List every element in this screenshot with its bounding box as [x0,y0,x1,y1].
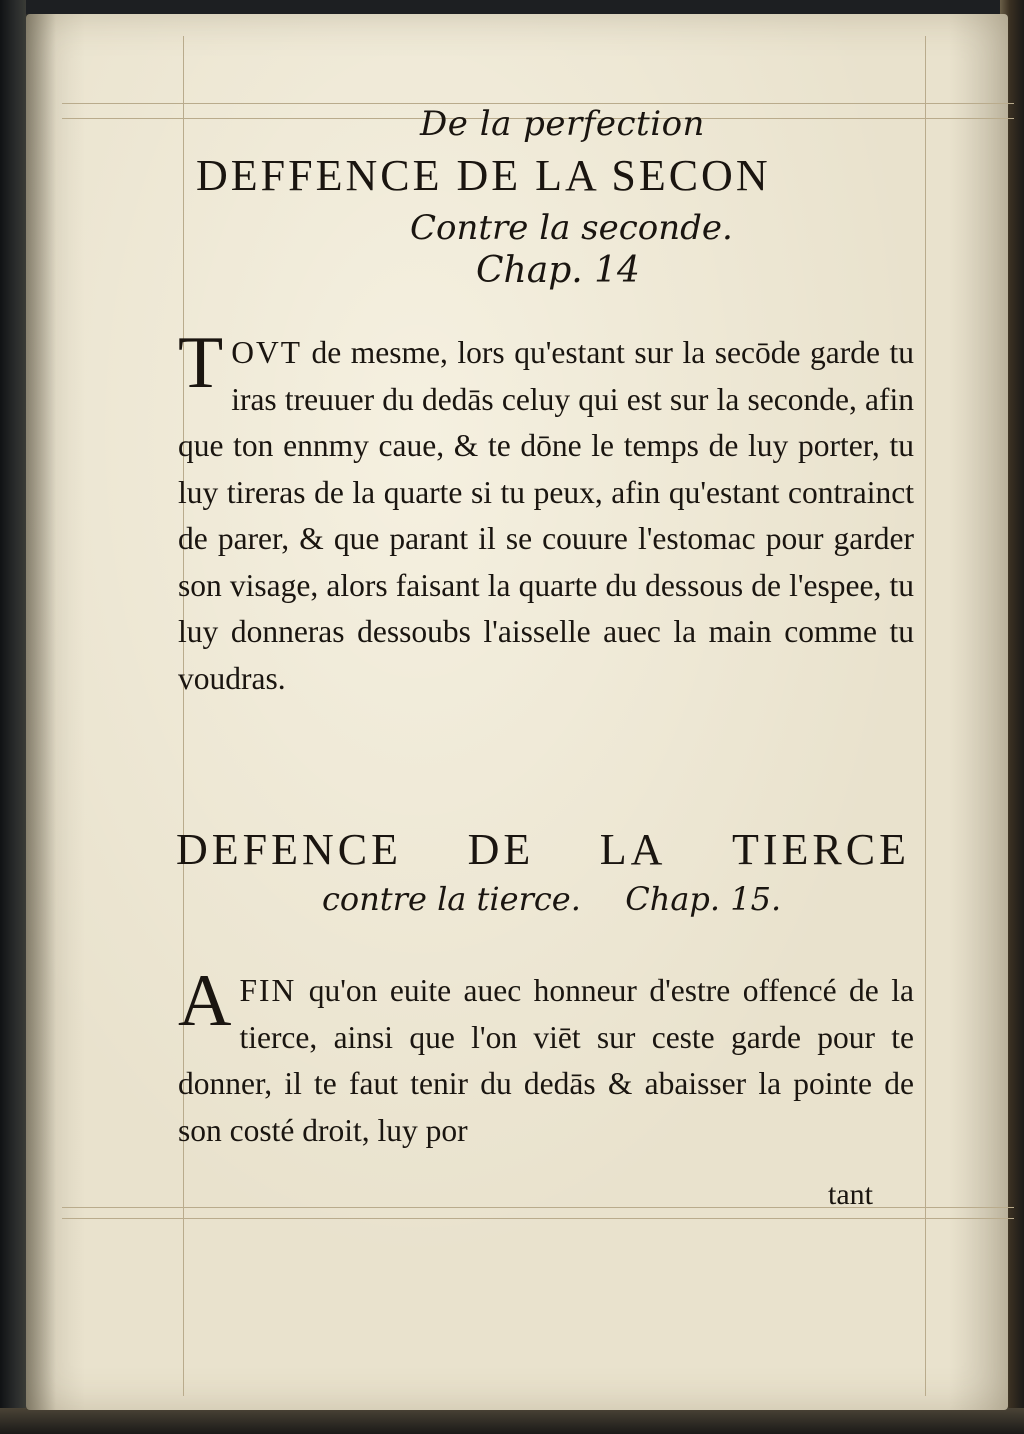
chapter-15-subtitle: contre la tierce. [322,880,581,918]
chapter-14-lead: OVT [231,335,302,370]
chapter-14-number: Chap. 14 [476,250,640,291]
running-header: De la perfection [420,104,705,144]
chapter-15-number: Chap. 15. [625,880,782,918]
gutter-shadow [26,14,56,1410]
chapter-14-title: DEFFENCE DE LA SECON [196,151,771,200]
chapter-15-paragraph [178,960,914,1154]
book-edge-bottom [0,1408,1024,1434]
chapter-15-title-word: LA [599,825,667,874]
right-rule [925,36,926,1396]
chapter-15-body: qu'on euite auec honneur d'estre offencé de la tierce, ainsi que l'on viēt sur ceste garde pour te donner, il te faut tenir du dedās & abaisser la pointe de son costé droit, luy por [178,973,914,1148]
chapter-14-body: de mesme, lors qu'estant sur la secōde garde tu iras treuuer du dedās celuy qui est sur la seconde, afin que ton ennmy caue, & te dōne le temps de luy porter, tu luy tireras de la quarte si tu peux, afin qu'estant contrainct de parer, & que parant il se couure l'estomac pour garder son visage, alors faisant la quarte du dessous de l'espee, tu luy donneras dessoubs l'aisselle auec la main comme tu voudras. [178,335,914,696]
catchword: tant [828,1178,873,1211]
chapter-15-lead: FIN [239,973,297,1008]
bottom-rule-2 [62,1218,1014,1219]
chapter-15-dropcap: A [178,960,232,1042]
chapter-14-paragraph [178,322,914,702]
chapter-15-title [176,824,910,875]
chapter-15-heading-line [322,880,781,918]
chapter-14-dropcap: T [178,322,224,404]
left-rule [183,36,184,1396]
book-spine-left [0,0,26,1434]
chapter-15-title-word: DEFENCE [176,825,402,874]
chapter-15-title-word: DE [467,825,535,874]
chapter-15-title-word: TIERCE [732,825,910,874]
chapter-14-subtitle: Contre la seconde. [410,208,733,248]
